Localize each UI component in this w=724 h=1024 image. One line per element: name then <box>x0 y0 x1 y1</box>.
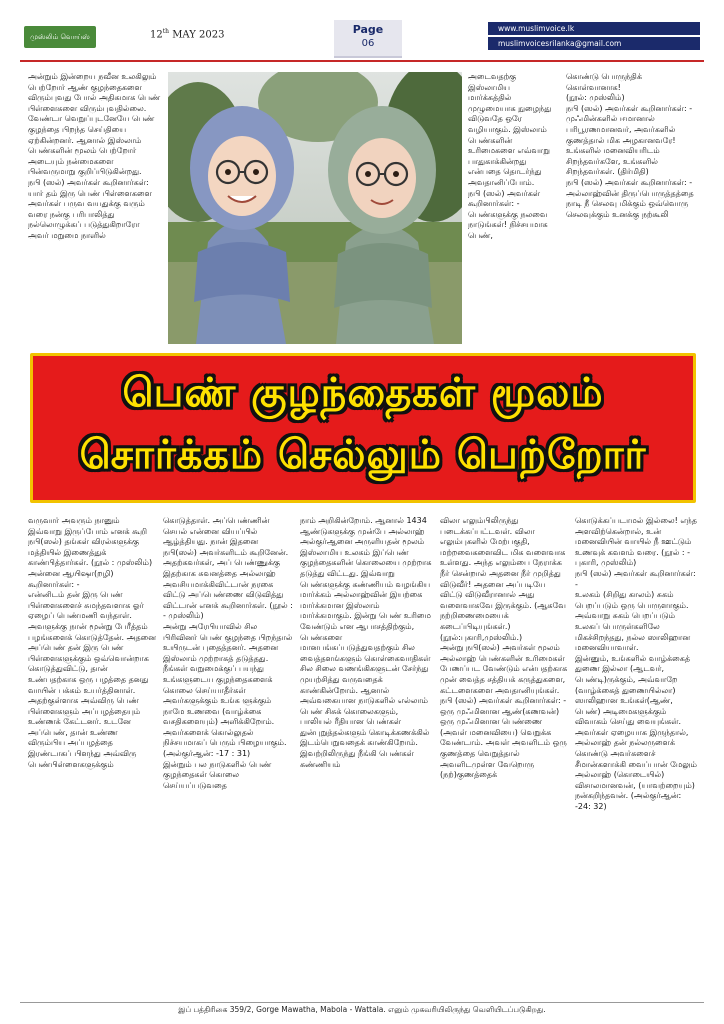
article-top-column-3: கொண்டு பொருந்திக் கொள்வானாக! (நூல்: முஸ்லிம்) நபி (ஸல்) அவர்கள் கூறினார்கள்: - முஃமின்களில் ஈமானால் பரிபூரணமானவர், அவர்களில் குணத்தால் மிக அழகானவரே! உங்களில் மனைவியரிடம் சிறந்தவர்களே, உங்களில் சிறந்தவர்கள். (திர்மிதி) நபி (ஸல்) அவர்கள் கூறினார்கள்: - அல்லாஹ்வின் திருப்பொருத்தத்தை நாடி நீ செலவு மிக்கும் ஒவ்வொரு செலவுக்கும் உனக்கு நற்கூலி <box>566 72 694 219</box>
header-divider <box>20 60 704 62</box>
page-number-box <box>334 20 402 58</box>
date-month-year: MAY 2023 <box>169 29 225 41</box>
issue-date <box>150 28 224 40</box>
headline-line-2: சொர்க்கம் செல்லும் பெற்றோர் <box>79 432 647 478</box>
article-column-3: நாம் அறிகின்றோம். ஆனால் 1434 ஆண்டுகளுக்கு முன்பே அல்லாஹ் அல்குர்ஆனை அருளியதன் மூலம் இஸ்லாமிய உலகம் இப்பெண் குழந்தைகளின் கொலையை முற்றாக தடுத்து விட்டது. இவ்வாறு பெண்களுக்கு கண்ணியம் வழங்கிய மார்க்கம் அல்லாஹ்வின் இயற்கை மார்க்கமான இஸ்லாம் மார்க்கமாகும். இன்று பெண் உரிமை வேண்டும் என ஆபாசத்திற்கும், பெண்களை மானபங்கப்படுத்துவதற்கும் சில வைத்தளங்களும் கொள்கைவாதிகள் சில சிலை வணங்கிகளுடன் சேர்ந்து முயற்சித்து வருவதைக் காண்கின்றோம். ஆனால் அவ்வகையான நாடுகளில் எல்லாம் பெண் சிசுக் கொலைகளும், பாலியல் ரீதியான பெண்கள் துன்புறுத்தல்களும் கொடிக்கணக்கில் இடம்பெறுவதைக் காண்கிறோம். இவற்றிலிருந்து நீங்கி பெண்கள் கண்ணியம் <box>300 516 432 769</box>
headline-inner <box>43 362 683 486</box>
article-column-5: கொடுக்கப்படாமல் இல்லை! எந்த அளவிற்கென்றால், உன் மனைவியின் வாயில் நீ ஊட்டும் உணவுக் கவளம் வரை. (நூல் : - புகாரி, முஸ்லிம்) நபி (ஸல்) அவர்கள் கூறினார்கள்: - உலகம் (சிறிது காலம்) சுகம் பெறப்படும் ஒரு பொருளாகும். அவ்வாறு சுகம் பெறப்படும் உலகப் பொருள்களிலே மிகச்சிறந்தது, நல்ல ஸாலிஹான மனைவியாவாள். இன்னும், உங்களில் வாழ்க்கைத் துணை இல்லா (ஆடவர், பெண்டி)ருக்கும், அவ்வாறே (வாழ்க்கைத் துணையில்லா) ஸாலிஹான உங்கள்(ஆண், பெண்) அடிமைகளுக்கும் விவாகம் செய்து வையுங்கள். அவர்கள் ஏழையாக இருந்தால், அல்லாஹ் தன் நல்லருளைக் கொண்டு அவர்களைச் சீமான்களாக்கி வைப்பான் மேலும் அல்லாஹ் (கொடையில்) விசாலமானவன், (யாவற்றையும்) நன்கறிந்தவன். (அல்குர்ஆன்: -24: 32) <box>575 516 697 812</box>
masthead-logo-text: முஸ்லிம் வொய்ஸ் <box>30 33 90 41</box>
footer-imprint: இப் பத்திரிகை 359/2, Gorge Mawatha, Mabola - Wattala. எனும் முகவரியிலிருந்து வெளியிடப்படுகிறது. <box>20 1002 704 1017</box>
article-column-2: கொடுத்தாள். அப்பெண்ணின் செயல் என்னை வியப்பில் ஆழ்த்தியது. நான் இதனை நபி(ஸல்) அவர்களிடம் கூறினேன். அதற்கவர்கள், அப் பெண்ணுக்கு இதற்காக சுவனத்தை அல்லாஹ் அவசியமாக்கிவிட்டான் நரகை விட்டு அப்பெண்ணை விடுவித்து விட்டான் எனக் கூறினார்கள். (நூல் : - முஸ்லிம்) அன்று அரேபியாவில் சில பிரிவினர் பெண் குழந்தை பிறந்தால் உயிருடன் புதைத்தனர். அதனை இஸ்லாம் முற்றாகத் தடுத்தது. நீங்கள் வறுமைக்குப் பயந்து உங்களுடைய குழந்தைகளைக் கொலை செய்யாதீர்கள் அவர்களுக்கும் உங்க ளுக்கும் நாமே உணவை (வாழ்க்கை வசதிகளையும்) அளிக்கிறோம். அவர்களைக் கொல்லுதல் நிச்சயமாகப் பெரும் பிழையாகும். (அல்குர்ஆன்: -17 : 31) இன்றும் பல நாடுகளில் பெண் குழந்தைகள் கொலை செய்யப்படுவதை <box>163 516 293 790</box>
headline-banner <box>30 353 696 503</box>
page-label: Page <box>352 23 384 36</box>
article-column-1: வருவார் அவரும் நானும் இவ்வாறு இருப்போம் எனக் கூறி நபி(ஸல்) தங்கள் விரல்களுக்கு மத்தியில் இணைத்துக் காண்பித்தார்கள். (நூல் : முஸ்லிம்) அன்னை ஆயிஷா(றழி) கூறினார்கள்: - என்னிடம் தன் இரு பெண் பிள்ளைகளைச் சுமந்தவளாக ஓர் ஏழைப் பெண்மணி வந்தாள். அவளுக்கு நான் மூன்று பேரீத்தம் பழங்களைக் கொடுத்தேன். அதனை அப்பெண் தன் இரு பெண் பிள்ளைகளுக்கும் ஒவ்வொன்றாக கொடுத்துவிட்டு, தான் உண்பதற்காக ஒரு பழத்தை தனது வாயின் பக்கம் உயர்த்தினாள். அதற்குள்ளாக அவ்விரு பெண் பிள்ளைகளும் அப்பழத்தையும் உண்ணக் கேட்டனர். உடனே அப்பெண், தான் உண்ண விரும்பிய அப்பழத்தை இரண்டாகப் பிளந்து அவ்விரு பெண்பிள்ளைகளுக்கும் <box>28 516 156 769</box>
article-photo <box>168 72 462 344</box>
date-suffix: th <box>162 28 170 35</box>
page-number: 06 <box>361 38 375 49</box>
article-top-column-2: அடைவதற்கு இஸ்லாமிய மார்க்கத்தில் முழுமையாக நுழைந்து விடுவதே ஒரே வழியாகும். இஸ்லாம் பெண்களின் உரிமைகளை எவ்வாறு பாதுகாக்கின்றது என்பதை தொடர்ந்து அவதானிப்போம். நபி (ஸல்) அவர்கள் கூறினார்கள்: - பெண்களுக்கு நலவை நாடுங்கள்! நிச்சயமாக பெண், <box>468 72 552 240</box>
masthead-logo <box>24 26 96 48</box>
article-column-4: விலா எலும்பிலிருந்து படைக்கப்பட்டவள். விலா எலும்புகளில் மேற்பகுதி, மற்றவைகளைவிட மிக வளைவாக உள்ளது. அந்த எலும்பை நேராக்க நீர் சென்றால் அதனை நீர் முறித்து விடுவீர்! அதனை அப்படியே விட்டு விடுவீரானால் அது வளைவாகவே இருக்கும். (ஆகவே நற்றிணைமையைக் கடைப்பிடியுங்கள்.) (நூல்:புகாரி,முஸ்லிம்.) அன்று நபி(ஸல்) அவர்கள் மூலம் அல்லாஹ் பெண்களின் உரிமைகள் பேணப்பட வேண்டும் என்பதற்காக முன் வைத்த சத்தியக் கருத்துகளை, கட்டளைகளை அவதானியுங்கள். நபி (ஸல்) அவர்கள் கூறினார்கள்: - ஒரு முஃமினான ஆண்(கணவன்) ஒரு முஃமினான பெண்ணை (அவள் மனைவியை) வெறுக்க வேண்டாம். அவள் அவளிடம் ஒரு குணத்தை வெறுத்தால் அவளிடமுள்ள வேறொரு (நற்)குணத்தைக் <box>440 516 568 780</box>
headline-line-1: பெண் குழந்தைகள் மூலம் <box>122 370 604 416</box>
email-link[interactable]: muslimvoicesrilanka@gmail.com <box>488 37 700 50</box>
website-link[interactable]: www.muslimvoice.lk <box>488 22 700 35</box>
date-day: 12 <box>150 29 163 41</box>
article-top-column-1: அன்றும் இன்றைய நவீன உலகிலும் பெற்றோர் ஆண் குழந்தைகளை விரும்புவது போல் அதிகமாக பெண் பிள்ளைகளை விரும்புவதில்லை. வேண்டா வெறுப்புடனேயே பெண் குழந்தை பிறந்த செய்தியை ஏற்கின்றனர். ஆனால் இஸ்லாம் பெண்களின் மூலம் பெற்றோர் அடையும் நன்மைகளை பின்வருமாறு குறிப்பிடுகின்றது. நபி (ஸல்) அவர்கள் கூறினார்கள்: யார் தம் இரு பெண் பிள்ளைகளை அவர்கள் பருவ வயதுக்கு வரும் வரை நன்கு பரிபாலித்து நல்லொழுக்கப் படுத்துகிறாரோ அவர் மறுமை நாளில் <box>28 72 161 240</box>
